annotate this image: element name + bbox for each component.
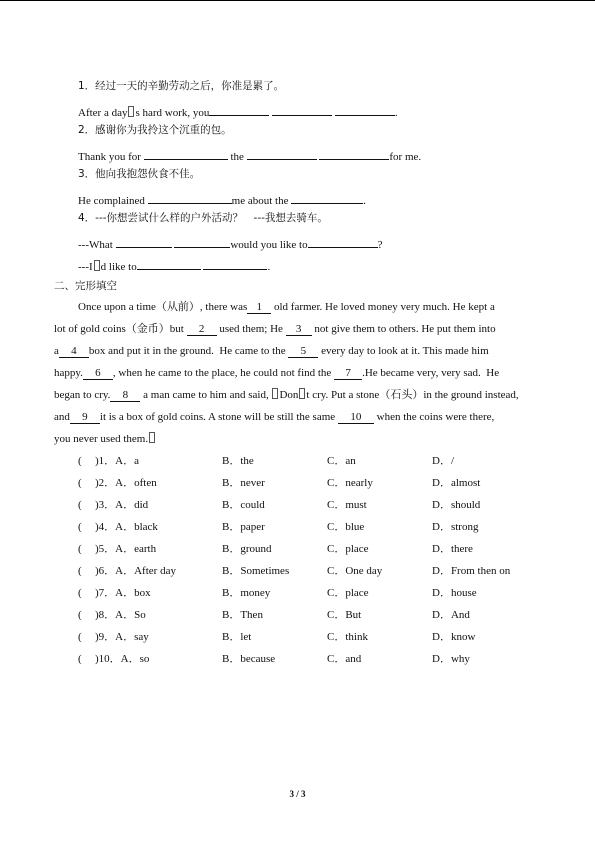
blank-5: 5	[288, 345, 318, 358]
passage-line-4: happy. 6 , when he came to the place, he could not find the 7 .He became very, very sad. He	[54, 367, 500, 379]
passage-line-6: and 9 it is a box of gold coins. A stone will be still the same 10 when the coins were there,	[54, 411, 495, 423]
missing-glyph	[272, 388, 278, 399]
option-c: C．blue	[327, 521, 365, 533]
option-d: D．And	[432, 609, 470, 621]
blank-4: 4	[59, 345, 89, 358]
missing-glyph	[299, 388, 305, 399]
option-row	[78, 586, 568, 602]
answer-paren: (	[78, 477, 82, 489]
option-d: D．there	[432, 543, 473, 555]
option-row	[78, 542, 568, 558]
blank-2: 2	[187, 323, 217, 336]
option-row	[78, 630, 568, 646]
blank-3: 3	[286, 323, 312, 336]
answer-paren: (	[78, 521, 82, 533]
option-c: C．and	[327, 653, 362, 665]
option-c: C．must	[327, 499, 367, 511]
option-a: )7．A．box	[95, 587, 151, 599]
blank-7: 7	[334, 367, 362, 380]
page-number: 3 / 3	[289, 789, 306, 799]
option-b: B．let	[222, 631, 252, 643]
option-c: C．nearly	[327, 477, 373, 489]
q1-chinese: 1．经过一天的辛勤劳动之后，你准是累了。	[78, 80, 285, 92]
answer-paren: (	[78, 587, 82, 599]
option-a: )1．A．a	[95, 455, 139, 467]
q4-english-1: ---What would you like to ?	[78, 235, 383, 252]
option-b: B．the	[222, 455, 254, 467]
missing-glyph	[149, 432, 155, 443]
blank-10: 10	[338, 411, 374, 424]
answer-paren: (	[78, 455, 82, 467]
option-row	[78, 454, 568, 470]
blank-9: 9	[70, 411, 100, 424]
q1-english: After a day s hard work, you .	[78, 103, 398, 120]
option-d: D．strong	[432, 521, 479, 533]
option-row	[78, 520, 568, 536]
option-a: )8．A．So	[95, 609, 146, 621]
option-b: B．money	[222, 587, 271, 599]
option-b: B．Sometimes	[222, 565, 290, 577]
option-d: D．From then on	[432, 565, 511, 577]
option-b: B．because	[222, 653, 276, 665]
option-c: C．think	[327, 631, 368, 643]
passage-line-7: you never used them.	[54, 432, 156, 446]
q3-chinese: 3．他向我抱怨伙食不佳。	[78, 168, 201, 180]
answer-paren: (	[78, 653, 82, 665]
option-d: D．almost	[432, 477, 481, 489]
option-c: C．One day	[327, 565, 383, 577]
q2-english: Thank you for the for me.	[78, 147, 421, 164]
option-c: C．place	[327, 543, 369, 555]
option-a: )4．A．black	[95, 521, 158, 533]
option-b: B．ground	[222, 543, 272, 555]
option-a: )6．A．After day	[95, 565, 176, 577]
option-row	[78, 476, 568, 492]
option-b: B．Then	[222, 609, 263, 621]
option-d: D．why	[432, 653, 470, 665]
blank-8: 8	[110, 389, 140, 402]
option-a: )5．A．earth	[95, 543, 157, 555]
answer-paren: (	[78, 543, 82, 555]
passage-line-2: lot of gold coins（金币）but 2 used them; He 3 not give them to others. He put them into	[54, 323, 496, 335]
option-a: )10．A．so	[95, 653, 150, 665]
passage-line-3: a 4 box and put it in the ground. He came to the 5 every day to look at it. This made him	[54, 345, 489, 357]
option-a: )2．A．often	[95, 477, 157, 489]
option-d: D．know	[432, 631, 476, 643]
option-b: B．never	[222, 477, 265, 489]
blank-6: 6	[83, 367, 113, 380]
q4-english-2: ---I d like to .	[78, 257, 270, 274]
option-row	[78, 498, 568, 514]
option-row	[78, 652, 568, 668]
blank-1: 1	[247, 301, 271, 314]
option-d: D．house	[432, 587, 477, 599]
option-row	[78, 608, 568, 624]
section-heading: 二、完形填空	[54, 280, 117, 292]
missing-glyph	[94, 260, 100, 271]
answer-paren: (	[78, 631, 82, 643]
option-d: D．/	[432, 455, 454, 467]
option-a: )9．A．say	[95, 631, 149, 643]
option-c: C．place	[327, 587, 369, 599]
option-row	[78, 564, 568, 580]
answer-paren: (	[78, 565, 82, 577]
option-c: C．an	[327, 455, 356, 467]
answer-paren: (	[78, 499, 82, 511]
passage-line-1: Once upon a time（从前）, there was 1 old farmer. He loved money very much. He kept a	[78, 301, 495, 313]
option-c: C．But	[327, 609, 362, 621]
q4-chinese: 4．---你想尝试什么样的户外活动？ ---我想去骑车。	[78, 212, 328, 224]
answer-paren: (	[78, 609, 82, 621]
missing-glyph	[128, 106, 134, 117]
q3-english: He complained me about the .	[78, 191, 366, 208]
option-b: B．could	[222, 499, 265, 511]
passage-line-5: began to cry. 8 a man came to him and said, Don t cry. Put a stone（石头）in the ground instead,	[54, 389, 519, 401]
option-b: B．paper	[222, 521, 265, 533]
q2-chinese: 2．感谢你为我拎这个沉重的包。	[78, 124, 232, 136]
option-d: D．should	[432, 499, 481, 511]
option-a: )3．A．did	[95, 499, 149, 511]
